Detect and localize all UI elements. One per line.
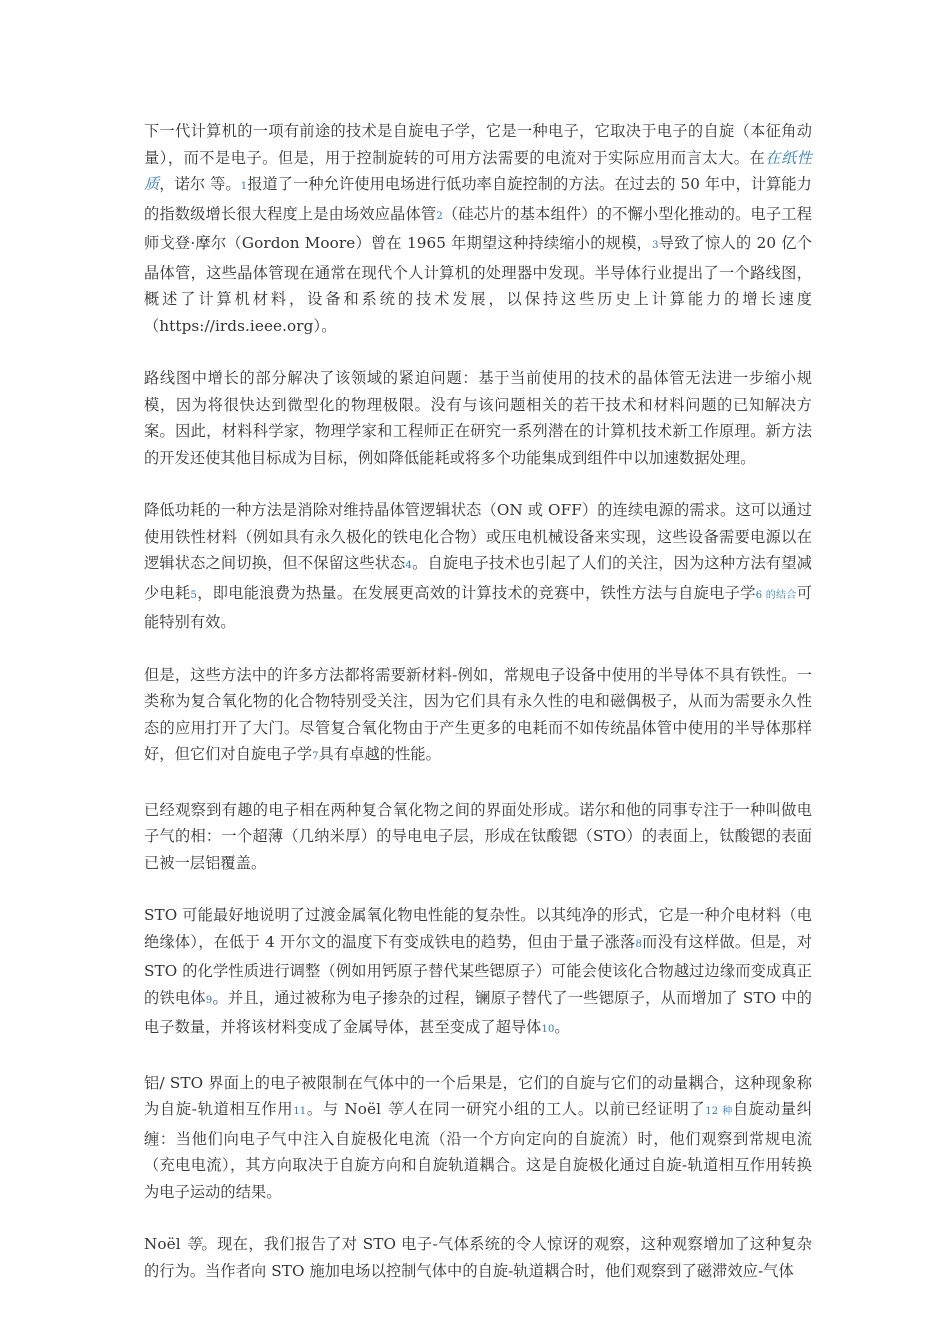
reference-link[interactable]: 9: [205, 994, 213, 1006]
paragraph-8: [144, 1231, 812, 1284]
paragraph-text: 。自旋电子技术也引起了人们的关注，因为这种方法有望减少电耗: [144, 554, 812, 602]
paragraph-text: 而没有这样做。但是，对 STO 的化学性质进行调整（例如用钙原子替代某些锶原子）可能会使该化合物越过边缘而变成真正的铁电体: [144, 932, 812, 1007]
paragraph-text: 报道了一种允许使用电场进行低功率自旋控制的方法。在过去的 50 年中，计算能力的指数级增长很大程度上是由场效应晶体管: [144, 175, 812, 223]
reference-link[interactable]: 5: [190, 589, 198, 601]
paragraph-text: 。与 Noël: [306, 1100, 387, 1118]
paragraph-text: 自旋动量纠缠：当他们向电子气中注入自旋极化电流（沿一个方向定向的自旋流）时，他们观察到常规电流（充电电流），其方向取决于自旋方向和自旋轨道耦合。这是自旋极化通过自旋-轨道相互作用转换为电子运动的结果。: [144, 1100, 812, 1201]
reference-link[interactable]: 1: [240, 181, 248, 192]
paragraph-text: 降低功耗的一种方法是消除对维持晶体管逻辑状态（ON 或 OFF）的连续电源的需求。这可以通过使用铁性材料（例如具有永久极化的铁电化合物）或压电机械设备来实现，这些设备需要电源以在逻辑状态之间切换，但不保留这些状态: [144, 501, 812, 572]
paragraph-1: [144, 118, 812, 339]
roadmap-url-link[interactable]: https://irds.ieee.org: [159, 316, 314, 335]
paragraph-text: 具有卓越的性能。: [318, 745, 441, 763]
paragraph-text: 下一代计算机的一项有前途的技术是自旋电子学，它是一种电子，它取决于电子的自旋（本征角动量），而不是电子。但是，用于控制旋转的可用方法需要的电流对于实际应用而言太大。在: [144, 122, 812, 167]
reference-link[interactable]: 11: [293, 1106, 307, 1117]
paragraph-2: 路线图中增长的部分解决了该领域的紧迫问题：基于当前使用的技术的晶体管无法进一步缩小规模，因为将很快达到微型化的物理极限。没有与该问题相关的若干技术和材料问题的已知解决方案。因此，材料科学家，物理学家和工程师正在研究一系列潜在的计算机技术新工作原理。新方法的开发还使其他目标成为目标，例如降低能耗或将多个功能集成到组件中以加速数据处理。: [144, 369, 812, 467]
paragraph-6: [144, 902, 812, 1044]
article-body: [144, 118, 812, 1310]
paragraph-text: STO 可能最好地说明了过渡金属氧化物电性能的复杂性。以其纯净的形式，它是一种介电材料（电绝缘体），在低于 4 开尔文的温度下有变成铁电的趋势，但由于量子涨落: [144, 906, 812, 951]
paragraph-text: 在同一研究小组的工人。以前已经证明了: [418, 1100, 706, 1118]
paragraph-text: ，诺尔 等。: [159, 175, 241, 193]
paragraph-text: （硅芯片的基本组件）的不懈小型化推动的。电子工程师戈登·摩尔（Gordon Moore）曾在 1965 年期望这种持续缩小的规模，: [144, 204, 813, 252]
paragraph-7: [144, 1070, 812, 1206]
reference-link[interactable]: 6 的结合: [755, 589, 797, 601]
reference-link[interactable]: 10: [541, 1024, 555, 1035]
paragraph-text: 可能特别有效。: [144, 583, 812, 631]
paper-link[interactable]: 在纸性质: [144, 148, 812, 193]
reference-link[interactable]: 2: [436, 210, 443, 222]
reference-link[interactable]: 8: [635, 938, 642, 950]
paragraph-4: [144, 662, 812, 771]
paragraph-text: 铝/ STO 界面上的电子被限制在气体中的一个后果是，它们的自旋与它们的动量耦合，这种现象称为自旋-轨道相互作用: [144, 1073, 812, 1118]
paragraph-text: 。并且，通过被称为电子掺杂的过程，镧原子替代了一些锶原子，从而增加了 STO 中的电子数量，并将该材料变成了金属导体，甚至变成了超导体: [144, 988, 812, 1036]
reference-link[interactable]: 3: [652, 240, 659, 251]
paragraph-text: 但是，这些方法中的许多方法都将需要新材料-例如，常规电子设备中使用的半导体不具有铁性。一类称为复合氧化物的化合物特别受关注，因为它们具有永久性的电和磁偶极子，从而为需要永久性态的应用打开了大门。尽管复合氧化物由于产生更多的电耗而不如传统晶体管中使用的半导体那样好，但它们对自旋电子学: [144, 665, 812, 763]
paragraph-text: 。现在，我们报告了对 STO 电子-气体系统的令人惊讶的观察，这种观察增加了这种复杂的行为。当作者向 STO 施加电场以控制气体中的自旋-轨道耦合时，他们观察到了磁滞效应-气体: [144, 1235, 812, 1280]
paragraph-5: 已经观察到有趣的电子相在两种复合氧化物之间的界面处形成。诺尔和他的同事专注于一种叫做电子气的相：一个超薄（几纳米厚）的导电电子层，形成在钛酸锶（STO）的表面上，钛酸锶的表面已被一层铝覆盖。: [144, 800, 812, 872]
paragraph-3: [144, 497, 812, 636]
paragraph-text: Noël: [144, 1235, 186, 1253]
et-al-text: 等人: [386, 1100, 419, 1118]
reference-link[interactable]: 4: [405, 560, 412, 571]
et-al-text: 等: [185, 1235, 202, 1253]
reference-link[interactable]: 12 种: [705, 1106, 733, 1117]
paragraph-text: ）。: [313, 316, 337, 335]
reference-link[interactable]: 7: [312, 751, 319, 762]
paragraph-text: 导致了惊人的 20 亿个晶体管，这些晶体管现在通常在现代个人计算机的处理器中发现。半导体行业提出了一个路线图，概述了计算机材料，设备和系统的技术发展，以保持这些历史上计算能力的增长速度（: [144, 234, 812, 335]
paragraph-text: 。: [554, 1018, 570, 1036]
paragraph-text: ，即电能浪费为热量。在发展更高效的计算技术的竞赛中，铁性方法与自旋电子学: [197, 583, 756, 602]
